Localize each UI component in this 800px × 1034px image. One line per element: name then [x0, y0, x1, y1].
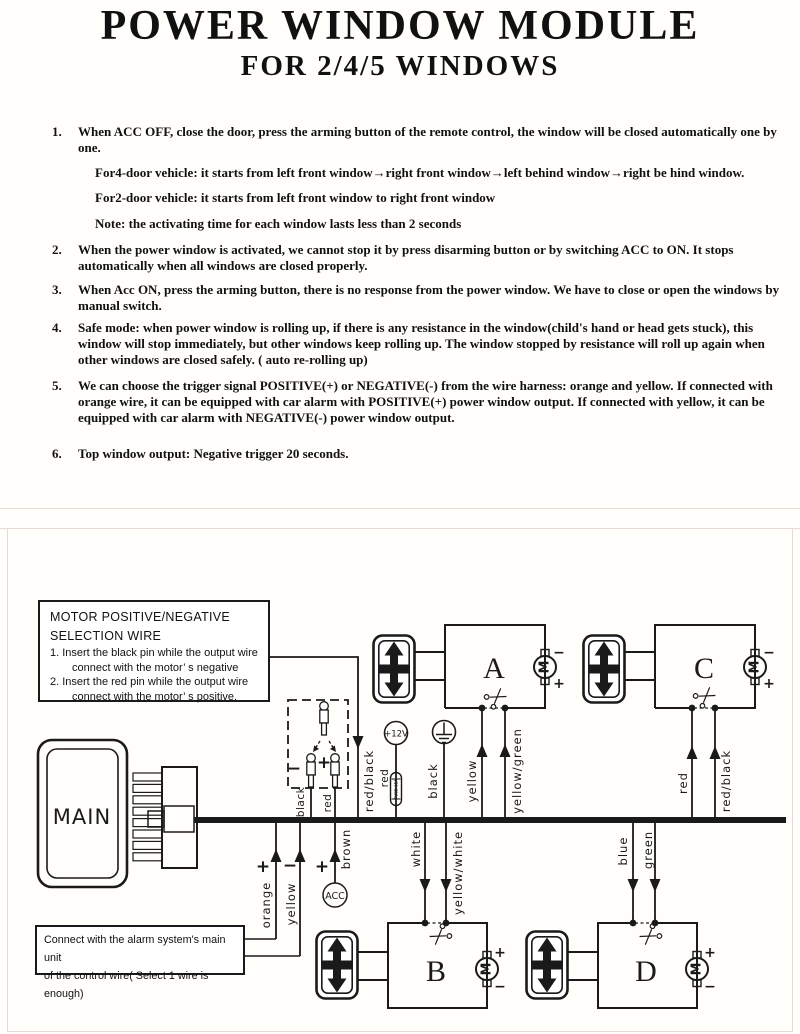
- feature-number: 1.: [52, 124, 62, 139]
- wire-bottom-yellow: [283, 822, 306, 956]
- window-c-label: C: [693, 652, 715, 685]
- svg-text:−: −: [494, 979, 506, 995]
- svg-text:−: −: [553, 645, 565, 661]
- wire-orange: [256, 822, 282, 939]
- up-arrow-icon: [477, 744, 488, 757]
- main-unit: [38, 740, 127, 887]
- down-arrow-icon: [650, 879, 661, 892]
- wire-label-yellow-white: yellow/white: [451, 830, 465, 916]
- power-12v-label: +12V: [384, 729, 408, 740]
- feature-item-2: 2. When the power window is activated, we cannot stop it by press disarming button or by switching ACC to ON. It stops automatically when all windows are closed properly.: [52, 242, 734, 273]
- feature-item-5: 5. We can choose the trigger signal POSITIVE(+) or NEGATIVE(-) from the wire harness: orange and yellow. If connected with orange wire, it can be equipped with car alarm with POSITIVE(+) power window output. If connected with yellow, it can be equipped with car alarm with NEGATIVE(-) power window output.: [52, 378, 773, 425]
- wire-label-brown: brown: [339, 828, 353, 870]
- down-arrow-icon: [353, 736, 364, 749]
- pin-minus-sign: −: [286, 759, 302, 779]
- wire-label-yellow-green: yellow/green: [510, 728, 524, 814]
- cut-mark-icon: [638, 923, 663, 947]
- ground-terminal: [426, 721, 456, 819]
- svg-text:M: M: [689, 962, 705, 976]
- page-title: POWER WINDOW MODULE: [100, 3, 700, 49]
- diagram-border-top: [0, 528, 800, 529]
- wire-label-blue: blue: [616, 836, 630, 866]
- window-switch-icon: [584, 636, 625, 703]
- svg-text:+: +: [553, 676, 565, 692]
- down-arrow-icon: [628, 879, 639, 892]
- alarm-connection-note-box: Connect with the alarm system's main unit of the control wire( Select 1 wire is enough): [35, 925, 245, 975]
- svg-text:M: M: [747, 660, 763, 674]
- feature-item-3: 3. When Acc ON, press the arming button, there is no response from the power window. We have to close or open the windows by manual switch.: [52, 282, 780, 313]
- wire-pin-red: [322, 787, 335, 818]
- wire-label-ground-black: black: [426, 763, 440, 799]
- window-b-label: B: [425, 955, 447, 988]
- wire-label-orange: orange: [259, 881, 273, 929]
- feature-1-sub-2door: For2-door vehicle: it starts from left front window to right front window: [95, 190, 496, 205]
- selection-pin-icon: [320, 702, 329, 735]
- wire-label-red: red: [322, 793, 334, 813]
- svg-text:+: +: [494, 945, 506, 961]
- wire-label-black: black: [295, 786, 307, 818]
- down-arrow-icon: [420, 879, 431, 892]
- selection-pin-box: [287, 700, 348, 788]
- wire-c-red-black: [710, 711, 734, 818]
- feature-item-6: 6. Top window output: Negative trigger 20 seconds.: [52, 446, 349, 461]
- yellow-minus-sign: −: [282, 856, 298, 876]
- window-switch-icon: [317, 932, 358, 999]
- separator-line-top: [0, 508, 800, 509]
- black-pin-icon: [307, 754, 316, 787]
- window-switch-icon: [527, 932, 568, 999]
- wire-yellow-white: [441, 822, 466, 923]
- down-arrow-icon: [441, 879, 452, 892]
- feature-1-sub-note: Note: the activating time for each window lasts less than 2 seconds: [95, 216, 462, 231]
- note-title-line2: SELECTION WIRE: [50, 629, 162, 643]
- window-b-assembly: [317, 920, 506, 1008]
- wire-label-c-red-black: red/black: [719, 749, 733, 813]
- main-connector: [133, 767, 197, 868]
- svg-text:−: −: [704, 979, 716, 995]
- wire-label-fuse-red: red: [379, 768, 391, 788]
- feature-item-4: 4. Safe mode: when power window is rolling up, if there is any resistance in the window(child's hand or head gets stuck), this window will stop immediately, but other windows keep rolling up. The window stopped by resistance will roll up again when other windows are closed safely. ( auto re-rolling up): [52, 320, 765, 367]
- wire-label-c-red: red: [676, 772, 690, 794]
- motor-selection-note-box: MOTOR POSITIVE/NEGATIVE SELECTION WIRE 1. Insert the black pin while the output wire connect with the motor’ s negative 2. Insert the red pin while the output wire connect with the motor’ s positive.: [38, 600, 270, 702]
- window-a-label: A: [483, 652, 505, 685]
- wire-c-red: [676, 711, 698, 818]
- svg-text:M: M: [479, 962, 495, 976]
- svg-text:M: M: [537, 660, 553, 674]
- wire-label-green: green: [641, 830, 655, 870]
- wire-brown-acc: [315, 822, 353, 907]
- window-d-assembly: [527, 920, 716, 1008]
- main-unit-label: MAIN: [52, 805, 112, 829]
- wire-label-white: white: [409, 830, 423, 868]
- wire-pin-black: [295, 786, 311, 818]
- wire-white: [409, 822, 431, 923]
- wire-label-yellow: yellow: [465, 759, 479, 803]
- wire-yellow-green: [500, 711, 525, 818]
- orange-plus-sign: +: [255, 857, 271, 877]
- svg-text:−: −: [763, 645, 775, 661]
- alarm-box-leaders: [243, 939, 300, 956]
- acc-label: ACC: [325, 891, 345, 902]
- feature-1-sub-4door: For4-door vehicle: it starts from left front window→right front window→left behind window→right be hind window.: [95, 165, 745, 180]
- wire-green: [641, 822, 661, 923]
- ground-icon: [436, 723, 452, 743]
- pin-plus-sign: +: [316, 753, 332, 773]
- svg-text:+: +: [763, 676, 775, 692]
- features-list: [52, 124, 788, 462]
- window-d-label: D: [635, 955, 657, 988]
- wire-blue: [616, 822, 639, 923]
- note-title-line1: MOTOR POSITIVE/NEGATIVE: [50, 610, 231, 624]
- wire-yellow: [465, 711, 488, 818]
- window-c-assembly: [584, 625, 775, 711]
- power-12v: [379, 722, 408, 819]
- up-arrow-icon: [687, 746, 698, 759]
- feature-text: When ACC OFF, close the door, press the arming button of the remote control, the window will be closed automatically one by one.: [78, 124, 777, 155]
- feature-item-1: [52, 124, 788, 156]
- page-subtitle: FOR 2/4/5 WINDOWS: [240, 50, 560, 82]
- cut-mark-icon: [428, 923, 453, 947]
- wire-label-bottom-yellow: yellow: [284, 882, 298, 926]
- fuse-label: FUSE 15A: [393, 778, 399, 800]
- wire-label-red-black: red/black: [362, 749, 376, 813]
- window-a-assembly: [374, 625, 565, 711]
- brown-plus-sign: +: [314, 857, 330, 877]
- up-arrow-icon: [271, 849, 282, 862]
- red-pin-icon: [331, 754, 340, 787]
- svg-text:+: +: [704, 945, 716, 961]
- window-switch-icon: [374, 636, 415, 703]
- up-arrow-icon: [500, 744, 511, 757]
